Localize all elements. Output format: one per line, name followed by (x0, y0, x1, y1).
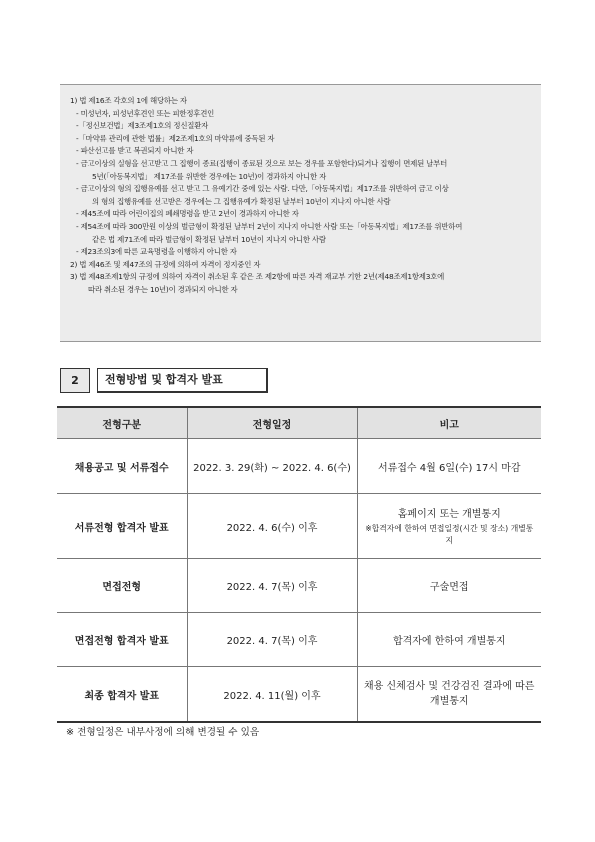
stage-cell: 최종 합격자 발표 (57, 667, 187, 723)
qual-line: 따라 취소된 경우는 10년)이 경과되지 아니한 자 (88, 284, 238, 294)
note-text: 구술면접 (429, 582, 469, 593)
stage-cell: 면접전형 (57, 559, 187, 613)
qual-line: 1) 법 제16조 각호의 1에 해당하는 자 (70, 96, 187, 105)
qual-line: 같은 법 제71조에 따라 벌금형이 확정된 날부터 10년이 지나지 아니한 사람 (92, 234, 326, 244)
note-cell (357, 439, 541, 494)
qual-line: 2) 법 제46조 및 제47조의 규정에 의하여 자격이 정지중인 자 (70, 259, 261, 269)
qual-line: - 미성년자, 피성년후견인 또는 피한정후견인 (76, 108, 215, 118)
qual-line: 5년(「아동복지법」 제17조를 위반한 경우에는 10년)이 경과하지 아니한 자 (92, 171, 327, 181)
schedule-cell: 2022. 3. 29(화) ~ 2022. 4. 6(수) (187, 439, 357, 494)
table-row (57, 559, 541, 613)
note-text: 합격자에 한하여 개별통지 (392, 636, 506, 647)
stage-cell: 채용공고 및 서류접수 (57, 439, 187, 494)
schedule-table (57, 406, 541, 723)
schedule-cell: 2022. 4. 11(월) 이후 (187, 667, 357, 723)
qual-line: -「마약류 관리에 관한 법률」제2조제1호의 마약류에 중독된 자 (76, 133, 275, 143)
qual-line: - 제23조의3에 따른 교육명령을 이행하지 아니한 자 (76, 247, 237, 257)
note-subtext: ※합격자에 한하여 면접일정(시간 및 장소) 개별통지 (365, 524, 534, 545)
schedule-cell: 2022. 4. 6(수) 이후 (187, 494, 357, 559)
table-row (57, 494, 541, 559)
table-row (57, 667, 541, 723)
column-header: 전형구분 (57, 407, 187, 439)
qual-line: 의 형의 집행유예를 선고받은 경우에는 그 집행유예가 확정된 날부터 10년이 지나지 아니한 사람 (92, 196, 391, 206)
section-title: 전형방법 및 합격자 발표 (97, 368, 268, 393)
stage-cell: 서류전형 합격자 발표 (57, 494, 187, 559)
qual-line: -「정신보건법」제3조제1호의 정신질환자 (76, 121, 209, 131)
note-cell (357, 494, 541, 559)
note-text: 서류접수 4월 6일(수) 17시 마감 (377, 462, 521, 474)
schedule-cell: 2022. 4. 7(목) 이후 (187, 559, 357, 613)
table-row (57, 439, 541, 494)
section-number: 2 (60, 368, 90, 393)
qual-line: - 금고이상의 형의 집행유예를 선고 받고 그 유예기간 중에 있는 사람. 다만,「아동복지법」제17조를 위반하여 금고 이상 (76, 184, 449, 194)
qual-line: - 제45조에 따라 어린이집의 폐쇄명령을 받고 2년이 경과하지 아니한 자 (76, 209, 299, 219)
column-header: 비고 (357, 407, 541, 439)
note-text: 홈페이지 또는 개별통지 (397, 509, 501, 520)
note-text: 채용 신체검사 및 건강검진 결과에 따른 개별통지 (364, 681, 535, 707)
qual-line: - 제54조에 따라 300만원 이상의 벌금형이 확정된 날부터 2년이 지나지 아니한 사람 또는「아동복지법」제17조를 위반하여 (76, 221, 463, 231)
table-row (57, 613, 541, 667)
disqualification-list (60, 84, 541, 342)
qual-line: 3) 법 제48조제1항의 규정에 의하여 자격이 취소된 후 같은 조 제2항에 따른 자격 재교부 기한 2년(제48조제1항제3호에 (70, 272, 445, 282)
schedule-footnote: ※ 전형일정은 내부사정에 의해 변경될 수 있음 (66, 727, 260, 738)
table-header-row (57, 407, 541, 439)
qual-line: - 금고이상의 실형을 선고받고 그 집행이 종료(집행이 종료된 것으로 보는 경우를 포함한다)되거나 집행이 면제된 날부터 (76, 158, 448, 168)
note-cell (357, 559, 541, 613)
stage-cell: 면접전형 합격자 발표 (57, 613, 187, 667)
note-cell (357, 613, 541, 667)
note-cell (357, 667, 541, 723)
column-header: 전형일정 (187, 407, 357, 439)
schedule-cell: 2022. 4. 7(목) 이후 (187, 613, 357, 667)
qual-line: - 파산선고를 받고 복권되지 아니한 자 (76, 146, 194, 156)
